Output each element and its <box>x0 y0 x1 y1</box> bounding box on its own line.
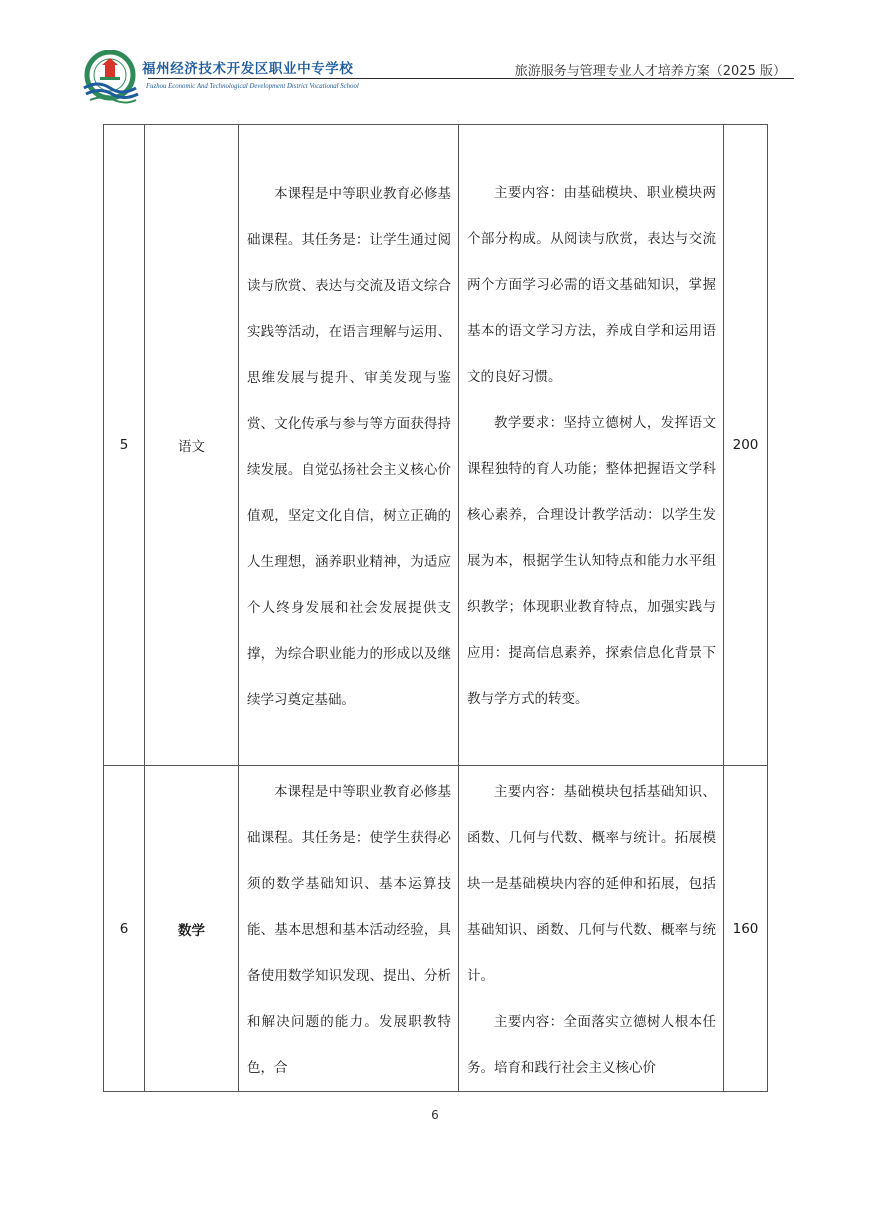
page-header <box>0 0 870 112</box>
row-number: 5 <box>104 125 145 766</box>
course-goal-cell <box>239 125 459 766</box>
course-content-main: 主要内容：由基础模块、职业模块两个部分构成。从阅读与欣赏，表达与交流两个方面学习必需的语文基础知识，掌握基本的语文学习方法，养成自学和运用语文的良好习惯。 <box>467 185 716 385</box>
school-name-cn: 福州经济技术开发区职业中专学校 <box>142 61 354 77</box>
document-title: 旅游服务与管理专业人才培养方案（2025 版） <box>514 64 786 79</box>
course-name: 数学 <box>145 766 239 1092</box>
course-goal: 本课程是中等职业教育必修基础课程。其任务是：使学生获得必须的数学基础知识、基本运算技能、基本思想和基本活动经验，具备使用数学知识发现、提出、分析和解决问题的能力。发展职教特色，合 <box>247 784 451 1076</box>
course-content-cell <box>459 766 724 1092</box>
course-teaching-requirements: 教学要求：坚持立德树人，发挥语文课程独特的育人功能；整体把握语文学科核心素养，合理设计教学活动：以学生发展为本，根据学生认知特点和能力水平组织教学；体现职业教育特点，加强实践与应用：提高信息素养，探索信息化背景下教与学方式的转变。 <box>467 415 716 707</box>
school-emblem-icon <box>80 50 140 104</box>
course-hours: 200 <box>724 125 768 766</box>
course-goal: 本课程是中等职业教育必修基础课程。其任务是：让学生通过阅读与欣赏、表达与交流及语文综合实践等活动，在语言理解与运用、思维发展与提升、审美发现与鉴赏、文化传承与参与等方面获得持续发展。自觉弘扬社会主义核心价值观，坚定文化自信，树立正确的人生理想，涵养职业精神，为适应个人终身发展和社会发展提供支撑，为综合职业能力的形成以及继续学习奠定基础。 <box>247 185 451 708</box>
course-name: 语文 <box>145 125 239 766</box>
school-name-en: Fuzhou Economic And Technological Development District Vocational School <box>146 83 359 90</box>
course-content-secondary: 主要内容：全面落实立德树人根本任务。培育和践行社会主义核心价 <box>467 1014 716 1076</box>
course-content-cell <box>459 125 724 766</box>
row-number: 6 <box>104 766 145 1092</box>
page-number: 6 <box>431 1108 439 1122</box>
course-hours: 160 <box>724 766 768 1092</box>
course-content-main: 主要内容：基础模块包括基础知识、函数、几何与代数、概率与统计。拓展模块一是基础模块内容的延伸和拓展，包括基础知识、函数、几何与代数、概率与统计。 <box>467 784 716 984</box>
course-goal-cell <box>239 766 459 1092</box>
table-row <box>104 125 768 766</box>
course-table <box>103 124 768 1092</box>
table-row <box>104 766 768 1092</box>
